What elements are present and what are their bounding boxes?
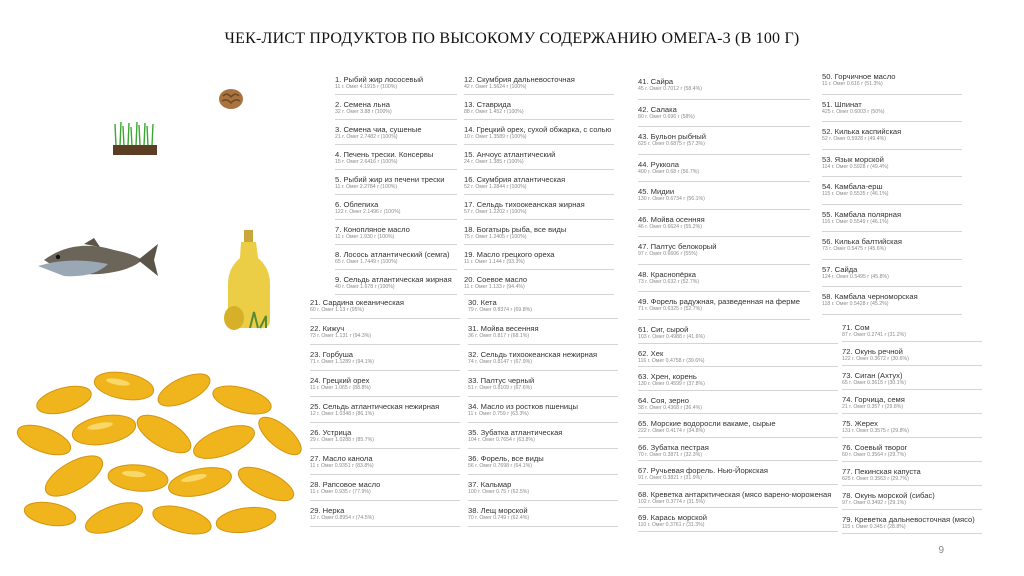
list-item xyxy=(822,155,962,178)
product-value: 46 г. Омег 0.6624 г (55.2%) xyxy=(638,223,702,230)
list-item xyxy=(468,480,618,501)
product-value: 122 г. Омег 2.1496 г (100%) xyxy=(335,209,401,215)
product-value: 11 г. Омег 1.930 г (100%) xyxy=(335,234,395,240)
list-item xyxy=(638,297,810,320)
list-item xyxy=(638,419,838,438)
list-item xyxy=(822,182,962,205)
list-item xyxy=(842,467,982,486)
product-value: 222 г. Омег 0.4174 г (34.8%) xyxy=(638,428,705,434)
product-name: 38. Лещ морской xyxy=(468,506,528,515)
list-item xyxy=(638,396,838,415)
product-value: 79 г. Омег 0.8374 г (69.8%) xyxy=(468,307,532,313)
product-value: 71 г. Омег 1.1289 г (94.1%) xyxy=(310,359,374,365)
product-value: 11 г. Омег 2.2784 г (100%) xyxy=(335,184,398,190)
list-item xyxy=(468,376,618,397)
product-name: 61. Сиг, сырой xyxy=(638,325,689,334)
product-value: 116 г. Омег 0.5549 г (46.1%) xyxy=(822,218,889,225)
list-item xyxy=(335,225,457,245)
product-value: 10 г. Омег 1.3589 г (100%) xyxy=(464,134,527,140)
list-item xyxy=(468,428,618,449)
list-item xyxy=(464,150,614,170)
product-value: 42 г. Омег 1.5624 г (100%) xyxy=(464,84,527,90)
product-name: 24. Грецкий орех xyxy=(310,376,370,385)
product-value: 56 г. Омег 0.7698 г (64.1%) xyxy=(468,463,532,469)
list-item xyxy=(310,376,460,397)
product-value: 110 г. Омег 0.3761 г (31.3%) xyxy=(638,522,705,528)
product-value: 400 г. Омег 0.68 г (56.7%) xyxy=(638,168,700,175)
product-value: 11 г. Омег 1.133 г (94.4%) xyxy=(464,284,525,290)
list-item xyxy=(842,491,982,510)
product-name: 44. Руккола xyxy=(638,159,679,169)
product-name: 1. Рыбий жир лососевый xyxy=(335,75,424,84)
product-value: 29 г. Омег 1.0288 г (85.7%) xyxy=(310,437,374,443)
list-item xyxy=(638,325,838,344)
product-value: 100 г. Омег 0.75 г (62.5%) xyxy=(468,489,530,495)
product-name: 77. Пекинская капуста xyxy=(842,467,921,476)
list-item xyxy=(335,275,457,295)
list-item xyxy=(468,506,618,527)
list-item xyxy=(464,100,614,120)
product-name: 6. Облепиха xyxy=(335,200,379,209)
product-name: 5. Рыбий жир из печени трески xyxy=(335,175,445,184)
list-item xyxy=(822,72,962,95)
product-name: 19. Масло грецкого ореха xyxy=(464,250,555,259)
list-item xyxy=(468,454,618,475)
product-value: 80 г. Омег 0.696 г (58%) xyxy=(638,113,695,120)
product-value: 21 г. Омег 0.357 г (29.8%) xyxy=(842,404,904,410)
product-name: 4. Печень трески. Консервы xyxy=(335,150,434,159)
product-value: 97 г. Омег 0.3492 г (29.1%) xyxy=(842,500,906,506)
product-value: 97 г. Омег 0.6606 г (55%) xyxy=(638,251,698,257)
list-item xyxy=(468,402,618,423)
list-item xyxy=(638,270,810,293)
product-value: 65 г. Омег 1.7449 г (100%) xyxy=(335,259,398,265)
list-item xyxy=(638,372,838,391)
product-name: 63. Хрен, корень xyxy=(638,372,697,381)
list-item xyxy=(335,175,457,195)
product-name: 43. Бульон рыбный xyxy=(638,132,706,141)
product-name: 36. Форель, все виды xyxy=(468,454,544,463)
product-name: 67. Ручьевая форель. Нью-Йоркская xyxy=(638,466,768,475)
product-value: 71 г. Омег 0.6325 г (52.7%) xyxy=(638,306,702,312)
product-name: 32. Сельдь тихоокеанская нежирная xyxy=(468,350,598,359)
list-item xyxy=(310,506,460,527)
list-item xyxy=(822,127,962,150)
product-value: 12 г. Омег 1.0348 г (86.1%) xyxy=(310,411,374,417)
product-name: 54. Камбала-ерш xyxy=(822,182,883,191)
list-item xyxy=(638,187,810,210)
product-name: 25. Сельдь атлантическая нежирная xyxy=(310,402,440,411)
product-value: 625 г. Омег 0.3563 г (29.7%) xyxy=(842,476,909,482)
product-value: 74 г. Омег 0.8147 г (67.9%) xyxy=(468,359,532,365)
product-name: 14. Грецкий орех, сухой обжарка, с солью xyxy=(464,125,612,134)
product-name: 64. Соя, зерно xyxy=(638,395,689,405)
product-value: 103 г. Омег 0.4988 г (41.6%) xyxy=(638,334,705,340)
list-item xyxy=(822,210,962,233)
product-name: 69. Карась морской xyxy=(638,513,707,522)
product-name: 49. Форель радужная, разведенная на ферме xyxy=(638,297,800,306)
wheatgrass-icon xyxy=(112,120,158,156)
list-item xyxy=(822,100,962,123)
list-item xyxy=(638,215,810,238)
product-name: 15. Анчоус атлантический xyxy=(464,150,556,159)
product-value: 11 г. Омег 1.144 г (93.3%) xyxy=(464,259,525,265)
product-value: 91 г. Омег 0.3821 г (31.9%) xyxy=(638,475,702,481)
list-item xyxy=(468,350,618,371)
product-value: 40 г. Омег 1.678 г (100%) xyxy=(335,284,395,290)
product-name: 65. Морские водоросли вакаме, сырые xyxy=(638,419,776,428)
product-value: 114 г. Омег 0.5928 г (49.4%) xyxy=(822,163,889,170)
list-item xyxy=(464,225,614,245)
product-value: 131 г. Омег 0.3575 г (29.8%) xyxy=(842,428,909,434)
product-value: 65 г. Омег 0.3615 г (30.1%) xyxy=(842,380,906,386)
product-name: 45. Мидии xyxy=(638,187,675,196)
product-value: 60 г. Омег 1.13 г (95%) xyxy=(310,307,364,313)
list-item xyxy=(335,100,457,120)
product-name: 79. Креветка дальневосточная (мясо) xyxy=(842,515,975,524)
product-value: 118 г. Омег 0.5428 г (45.2%) xyxy=(822,301,889,307)
product-value: 52 г. Омег 1.2844 г (100%) xyxy=(464,184,527,190)
product-name: 30. Кета xyxy=(468,298,497,307)
product-name: 48. Краснопёрка xyxy=(638,269,697,279)
product-name: 16. Скумбрия атлантическая xyxy=(464,175,566,184)
product-value: 60 г. Омег 0.3564 г (29.7%) xyxy=(842,452,906,458)
product-name: 73. Сиган (Ахтух) xyxy=(842,371,903,380)
product-value: 87 г. Омег 0.2741 г (31.2%) xyxy=(842,332,906,338)
product-value: 75 г. Омег 1.2405 г (100%) xyxy=(464,234,527,240)
list-item xyxy=(638,160,810,183)
product-value: 70 г. Омег 0.749 г (62.4%) xyxy=(468,515,530,521)
list-item xyxy=(638,77,810,100)
product-value: 73 г. Омег 1.131 г (94.3%) xyxy=(310,333,372,339)
product-name: 50. Горчичное масло xyxy=(822,72,896,81)
list-item xyxy=(638,105,810,128)
product-name: 78. Окунь морской (сибас) xyxy=(842,491,935,500)
product-value: 115 г. Омег 0.5535 г (46.1%) xyxy=(822,191,889,197)
list-item xyxy=(468,298,618,319)
list-item xyxy=(822,265,962,288)
product-value: 11 г. Омег 0.9351 г (83.8%) xyxy=(310,463,374,469)
product-name: 9. Сельдь атлантическая жирная xyxy=(335,275,452,284)
product-name: 34. Масло из ростков пшеницы xyxy=(468,402,578,411)
product-name: 55. Камбала полярная xyxy=(822,209,902,219)
list-item xyxy=(310,480,460,501)
product-name: 3. Семена чиа, сушеные xyxy=(335,125,422,134)
list-item xyxy=(310,350,460,371)
product-value: 36 г. Омег 0.817 г (68.1%) xyxy=(468,333,530,339)
list-item xyxy=(464,250,614,270)
product-name: 35. Зубатка атлантическая xyxy=(468,428,563,437)
product-value: 116 г. Омег 0.4758 г (39.6%) xyxy=(638,357,705,364)
list-item xyxy=(335,250,457,270)
product-name: 31. Мойва весенняя xyxy=(468,324,539,333)
product-name: 52. Килька каспийская xyxy=(822,127,902,136)
walnut-icon xyxy=(218,88,244,110)
product-name: 7. Конопляное масло xyxy=(335,225,410,234)
list-item xyxy=(464,125,614,145)
product-value: 70 г. Омег 0.3871 г (32.3%) xyxy=(638,451,702,458)
list-item xyxy=(842,419,982,438)
product-name: 72. Окунь речной xyxy=(842,347,903,356)
list-item xyxy=(842,443,982,462)
list-item xyxy=(842,347,982,366)
fish-icon xyxy=(34,236,160,284)
page-number: 9 xyxy=(938,545,944,556)
product-value: 52 г. Омег 0.5928 г (49.4%) xyxy=(822,136,886,142)
list-item xyxy=(468,324,618,345)
product-value: 11 г. Омег 0.759 г (63.3%) xyxy=(468,411,529,417)
product-name: 26. Устрица xyxy=(310,428,352,437)
product-value: 38 г. Омег 0.4368 г (36.4%) xyxy=(638,404,702,411)
list-item xyxy=(464,175,614,195)
product-name: 74. Горчица, семя xyxy=(842,395,905,404)
list-item xyxy=(335,150,457,170)
product-name: 21. Сардина океаническая xyxy=(310,298,405,307)
list-item xyxy=(310,402,460,423)
product-name: 29. Нерка xyxy=(310,506,345,515)
product-value: 57 г. Омег 1.2202 г (100%) xyxy=(464,209,527,215)
oil-bottle-icon xyxy=(220,228,276,332)
list-item xyxy=(638,513,838,532)
product-name: 71. Сом xyxy=(842,323,870,332)
product-name: 66. Зубатка пестрая xyxy=(638,442,709,452)
list-item xyxy=(842,371,982,390)
product-name: 68. Креветка антарктическая (мясо варено-мороженая xyxy=(638,489,832,499)
list-item xyxy=(310,454,460,475)
product-name: 13. Ставрида xyxy=(464,100,511,109)
list-item xyxy=(842,515,982,534)
product-name: 12. Скумбрия дальневосточная xyxy=(464,75,575,84)
list-item xyxy=(310,324,460,345)
product-value: 24 г. Омег 1.385 г (100%) xyxy=(464,159,524,165)
list-item xyxy=(464,200,614,220)
product-name: 33. Палтус черный xyxy=(468,376,535,385)
product-name: 46. Мойва осенняя xyxy=(638,214,705,224)
product-value: 88 г. Омег 1.452 г (100%) xyxy=(464,109,524,115)
product-name: 18. Богатырь рыба, все виды xyxy=(464,225,567,234)
product-value: 51 г. Омег 0.8109 г (67.6%) xyxy=(468,385,532,391)
page-title: ЧЕК-ЛИСТ ПРОДУКТОВ ПО ВЫСОКОМУ СОДЕРЖАНИЮ ОМЕГА-3 (В 100 Г) xyxy=(224,30,800,47)
product-value: 11 г. Омег 0.616 г (51.3%) xyxy=(822,81,883,87)
product-name: 20. Соевое масло xyxy=(464,275,528,284)
product-value: 12 г. Омег 0.8954 г (74.5%) xyxy=(310,515,374,521)
list-item xyxy=(842,323,982,342)
product-name: 2. Семена льна xyxy=(335,100,390,109)
list-item xyxy=(822,237,962,260)
product-name: 17. Сельдь тихоокеанская жирная xyxy=(464,200,585,209)
product-value: 425 г. Омег 0.6003 г (50%) xyxy=(822,108,885,115)
list-item xyxy=(638,490,838,509)
product-name: 42. Салака xyxy=(638,104,677,114)
product-value: 45 г. Омег 0.7012 г (58.4%) xyxy=(638,86,702,92)
product-name: 28. Рапсовое масло xyxy=(310,480,381,489)
product-name: 37. Кальмар xyxy=(468,480,512,489)
list-item xyxy=(464,275,614,295)
list-item xyxy=(638,242,810,265)
product-value: 11 г. Омег 1.065 г (88.8%) xyxy=(310,385,371,391)
product-value: 102 г. Омег 0.3774 г (31.5%) xyxy=(638,498,705,505)
list-item xyxy=(464,75,614,95)
product-value: 32 г. Омег 3.88 г (100%) xyxy=(335,109,392,115)
list-item xyxy=(638,349,838,368)
product-value: 21 г. Омег 2.7482 г (100%) xyxy=(335,134,398,140)
list-item xyxy=(638,443,838,462)
product-value: 115 г. Омег 0.345 г (28.8%) xyxy=(842,524,906,530)
product-value: 124 г. Омег 0.5495 г (45.8%) xyxy=(822,273,889,280)
product-value: 11 г. Омег 0.935 г (77.9%) xyxy=(310,489,371,495)
product-name: 41. Сайра xyxy=(638,77,674,86)
product-value: 104 г. Омег 0.7654 г (63.8%) xyxy=(468,437,535,443)
product-value: 73 г. Омег 0.5475 г (45.6%) xyxy=(822,246,886,252)
product-name: 56. Килька балтийская xyxy=(822,237,902,246)
list-item xyxy=(638,132,810,155)
list-item xyxy=(335,75,457,95)
product-value: 73 г. Омег 0.632 г (52.7%) xyxy=(638,278,700,285)
product-value: 625 г. Омег 0.6875 г (57.3%) xyxy=(638,141,705,147)
list-item xyxy=(822,292,962,315)
list-item xyxy=(842,395,982,414)
product-value: 122 г. Омег 0.3672 г (30.6%) xyxy=(842,356,909,362)
list-item xyxy=(638,466,838,485)
list-item xyxy=(335,200,457,220)
product-name: 47. Палтус белокорый xyxy=(638,242,717,251)
product-name: 75. Жерех xyxy=(842,419,878,428)
product-value: 11 г. Омег 4.1915 г (100%) xyxy=(335,84,398,90)
omega-capsules-image xyxy=(14,360,314,536)
product-name: 22. Кижуч xyxy=(310,324,345,333)
product-value: 130 г. Омег 0.4599 г (37.8%) xyxy=(638,381,705,387)
product-name: 23. Горбуша xyxy=(310,350,354,359)
list-item xyxy=(335,125,457,145)
product-value: 15 г. Омег 2.6416 г (100%) xyxy=(335,159,398,165)
product-value: 130 г. Омег 0.6734 г (56.1%) xyxy=(638,196,705,202)
product-name: 51. Шпинат xyxy=(822,99,862,109)
list-item xyxy=(310,298,460,319)
product-name: 62. Хек xyxy=(638,348,664,358)
product-name: 76. Соевый творог xyxy=(842,443,908,452)
product-name: 8. Лосось атлантический (семга) xyxy=(335,250,450,259)
product-name: 58. Камбала черноморская xyxy=(822,292,918,301)
product-name: 53. Язык морской xyxy=(822,154,884,164)
product-name: 27. Масло канола xyxy=(310,454,373,463)
list-item xyxy=(310,428,460,449)
product-name: 57. Сайда xyxy=(822,264,858,274)
